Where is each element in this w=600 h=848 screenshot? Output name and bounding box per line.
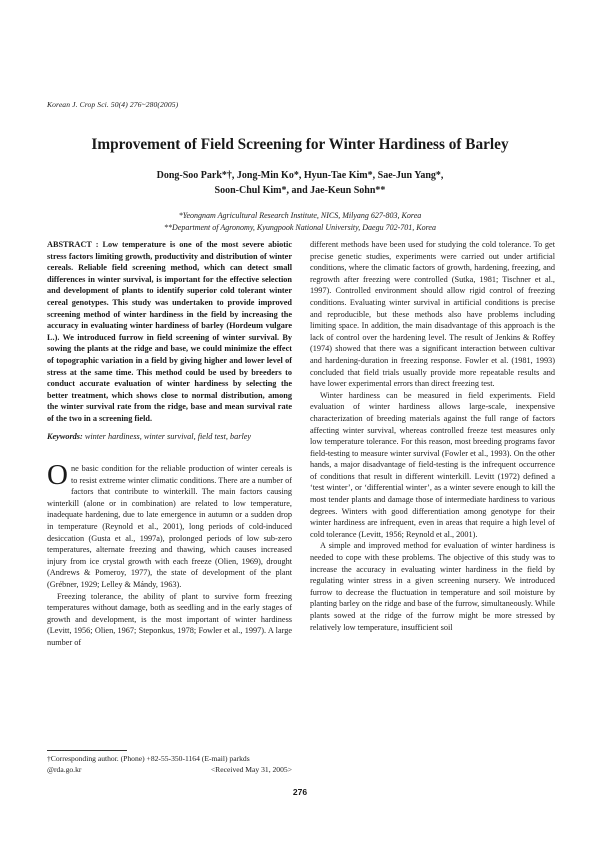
affiliations: [0, 210, 600, 233]
footnote-line-2: [47, 764, 292, 775]
footnote-rule: [47, 750, 127, 751]
left-column: [47, 239, 292, 649]
intro-paragraph-1: [47, 459, 292, 591]
footnote-line-1: †Corresponding author. (Phone) +82-55-350-1164 (E-mail) parkds: [47, 754, 250, 763]
footnote: [47, 753, 292, 775]
paper-title: Improvement of Field Screening for Winter Hardiness of Barley: [91, 136, 509, 153]
author-list: [0, 168, 600, 198]
right-paragraph-3: A simple and improved method for evaluation of winter hardiness is needed to cope with these problems. The objective of this study was to increase the accuracy in evaluating winter hardiness in the field by regulating winter stress in a given screening nursery. We introduced furrow to decrease the fluctuation in temperature and soil moisture by planting barley on the ridge and base of the furrow, simultaneously. While plants sowed at the ridge of the furrow might be more stressed by relatively low temperature, insufficient soil: [310, 541, 555, 632]
abstract: ABSTRACT : Low temperature is one of the most severe abiotic stress factors limiting growth, productivity and distribution of winter cereals. Reliable field screening method, which can detect small differences in winter survival, is important for the effective selection and development of plants to identify superior cold tolerant winter cereal genotypes. This study was undertaken to provide improved screening method of winter hardiness in the field by increasing the accuracy in evaluating winter hardiness of barley (Hordeum vulgare L.). We introduced furrow in field screening of winter survival. By sowing the plants at the ridge and base, we could minimize the effect of topographic variation in a field by giving higher and lower level of stress at the same time. This method could be used by breeders to conduct accurate evaluation of winter hardiness by selecting the better treatment, which shows close to normal distribution, among the winter survival rate from the ridge, base and mean survival rate of the two in a screening field.: [47, 240, 292, 423]
keywords: [47, 431, 292, 443]
affiliation-2: **Department of Agronomy, Kyungpook National University, Daegu 702-701, Korea: [164, 222, 436, 232]
author-line-2: Soon-Chul Kim*, and Jae-Keun Sohn**: [214, 185, 386, 196]
footnote-email-tail: @rda.go.kr: [47, 765, 82, 774]
right-paragraph-1: different methods have been used for studying the cold tolerance. To get precise genetic studies, experiments were carried out under artificial conditions, where the climatic factors of growth, hardening, freezing, and regrowth after freezing were controlled (Sutka, 1981; Tischner et al., 1997). Controlled environment should allow rigid control of freezing conditions. Evaluating winter survival in artificial conditions is precise and reproducible, but these methods also have problems including limiting space. In addition, the main disadvantage of this approach is the lack of control over the hardening level. The result of Jenkins & Roffey (1974) showed that there was a significant interaction between cultivar and hardening-duration in freezing response. Fowler et al. (1981, 1993) concluded that field trials usually provide more repeatable results and have lower experimental errors than direct freezing test.: [310, 240, 555, 389]
keywords-label: Keywords:: [47, 431, 83, 441]
page-number: 276: [292, 787, 308, 797]
journal-citation: Korean J. Crop Sci. 50(4) 276~280(2005): [47, 100, 179, 109]
received-date: <Received May 31, 2005>: [210, 765, 292, 774]
author-line-1: Dong-Soo Park*†, Jong-Min Ko*, Hyun-Tae Kim*, Sae-Jun Yang*,: [156, 170, 444, 181]
intro-paragraph-2: Freezing tolerance, the ability of plant to survive form freezing temperatures without damage, both as seedling and in the early stages of growth and development, is the most important of winter hardiness (Levitt, 1956; Olien, 1967; Steponkus, 1978; Fowler et al., 1997). A large number of: [47, 591, 292, 647]
drop-cap: O: [47, 459, 68, 492]
intro-text-1: ne basic condition for the reliable production of winter cereals is to resist extreme winter climatic conditions. There are a number of factors that contribute to winterkill. The main factors causing winterkill (alone or in combination) are related to low temperature, inadequate hardening, due to late emergence in autumn or a sudden drop in temperature (Reynold et al., 2001), long periods of cold-induced desiccation (Gusta et al., 1997a), prolonged periods of low sub-zero temperatures, alternate freezing and thawing, which causes increased injury from ice crystal growth with each freeze (Olien, 1969), drought (Andrews & Pomeroy, 1977), the state of development of the plant (Grébner, 1929; Lelley & Mándy, 1963).: [47, 464, 292, 590]
keywords-text: winter hardiness, winter survival, field test, barley: [82, 431, 252, 441]
right-column: [310, 239, 555, 633]
right-paragraph-2: Winter hardiness can be measured in field experiments. Field evaluation of winter hardiness allows large-scale, inexpensive characterization of breeding materials against the full range of factors affecting winter survival, whereas controlled freeze test measures only low temperature tolerance. For this reason, most breeding programs favor field-testing to measure winter survival (Fowler et al., 1993). On the other hands, a major disadvantage of field-testing is the infrequent occurrence of conditions that result in different winterkill. Levitt (1972) defined a ‘test winter’, or ‘differential winter’, as a winter severe enough to kill the most tender plants and damage those of intermediate hardiness to various degrees. Winters with good differentiation among genotype for their winter hardiness are infrequent, even in areas that require a high level of cold tolerance (Levitt, 1956; Reynold et al., 2001).: [310, 390, 555, 539]
affiliation-1: *Yeongnam Agricultural Research Institute, NICS, Milyang 627-803, Korea: [178, 211, 422, 220]
